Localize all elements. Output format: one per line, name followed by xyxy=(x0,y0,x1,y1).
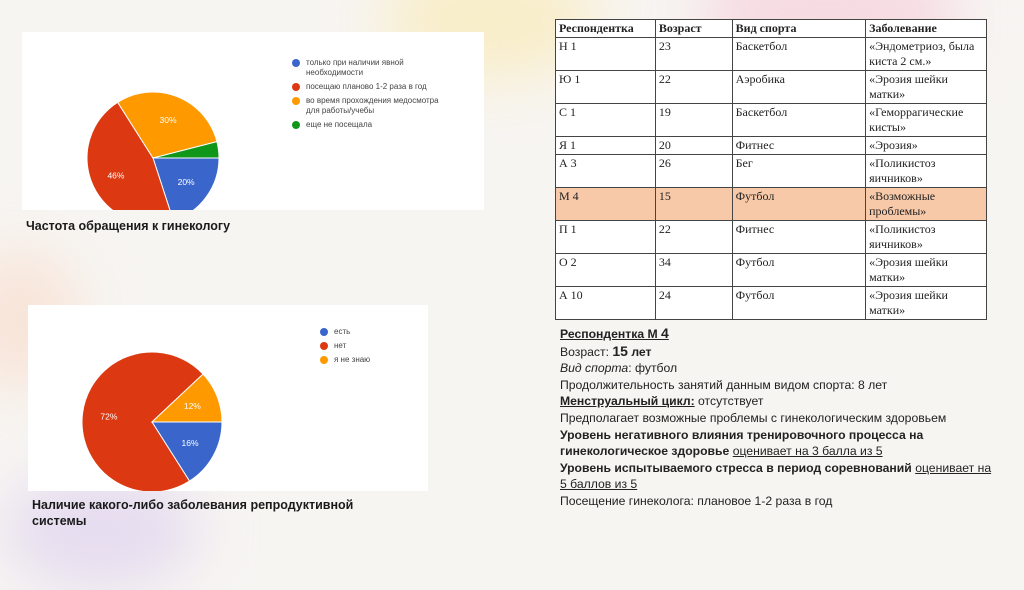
sport-value: : футбол xyxy=(628,361,678,376)
details-stress xyxy=(560,460,1000,493)
legend-item xyxy=(320,355,420,365)
legend-label: я не знаю xyxy=(334,355,371,364)
table-row xyxy=(556,254,987,287)
pie-slice-label: 46% xyxy=(107,170,125,181)
table-cell: 22 xyxy=(655,71,732,104)
table-cell: Н 1 xyxy=(556,38,656,71)
details-title xyxy=(560,325,1000,343)
pie-slice-label: 16% xyxy=(181,437,199,448)
impact-label: Уровень негативного влияния тренировочного процесса на гинекологическое здоровье xyxy=(560,427,924,459)
column-header-age: Возраст xyxy=(655,20,732,38)
details-visit: Посещение гинеколога: плановое 1-2 раза в год xyxy=(560,493,833,508)
legend-label: еще не посещала xyxy=(306,120,373,129)
table-cell: 34 xyxy=(655,254,732,287)
table-cell: Баскетбол xyxy=(732,38,865,71)
pie-slice-label: 30% xyxy=(159,114,177,125)
table-cell: 23 xyxy=(655,38,732,71)
legend-label: только при наличии явной необходимости xyxy=(306,58,404,77)
table-cell: 19 xyxy=(655,104,732,137)
table-cell: Бег xyxy=(732,155,865,188)
table-cell: Футбол xyxy=(732,287,865,320)
table-cell: «Эрозия шейки матки» xyxy=(866,287,987,320)
table-cell: 20 xyxy=(655,137,732,155)
age-label: Возраст: xyxy=(560,344,613,359)
legend-item xyxy=(320,341,420,351)
chart-visit-frequency-panel xyxy=(22,32,484,210)
sport-label: Вид спорта xyxy=(560,361,629,376)
cycle-value: отсутствует xyxy=(694,394,764,409)
table-cell: Фитнес xyxy=(732,221,865,254)
caption-visit-frequency: Частота обращения к гинекологу xyxy=(26,219,231,233)
legend-item xyxy=(292,120,472,130)
legend-item xyxy=(292,96,472,116)
column-header-respondent: Респондентка xyxy=(556,20,656,38)
table-row xyxy=(556,137,987,155)
table-cell: Я 1 xyxy=(556,137,656,155)
table-header-row xyxy=(556,20,987,38)
column-header-sport: Вид спорта xyxy=(732,20,865,38)
pie-slice-label: 72% xyxy=(100,411,118,422)
legend-item xyxy=(320,327,420,337)
table-row xyxy=(556,287,987,320)
table-cell: М 4 xyxy=(556,188,656,221)
table-cell: П 1 xyxy=(556,221,656,254)
legend-label: посещаю планово 1-2 раза в год xyxy=(306,82,427,91)
legend-swatch xyxy=(292,97,300,105)
table-cell: О 2 xyxy=(556,254,656,287)
table-cell: А 10 xyxy=(556,287,656,320)
table-cell: «Эндометриоз, была киста 2 см.» xyxy=(866,38,987,71)
column-header-disease: Заболевание xyxy=(866,20,987,38)
table-cell: «Геморрагические кисты» xyxy=(866,104,987,137)
legend-label: нет xyxy=(334,341,347,350)
stress-value: оценивает на 5 баллов из 5 xyxy=(560,460,992,492)
legend-swatch xyxy=(292,83,300,91)
table-row xyxy=(556,155,987,188)
age-value: 15 xyxy=(612,342,628,359)
table-row xyxy=(556,38,987,71)
table-cell: «Поликистоз яичников» xyxy=(866,155,987,188)
details-title-number: 4 xyxy=(661,325,669,341)
details-sport xyxy=(560,360,1000,377)
legend-item xyxy=(292,58,472,78)
respondent-m4-details xyxy=(560,325,1000,510)
legend-swatch xyxy=(320,342,328,350)
legend-swatch xyxy=(292,59,300,67)
table-cell: «Эрозия» xyxy=(866,137,987,155)
table-cell: Футбол xyxy=(732,254,865,287)
table-row xyxy=(556,188,987,221)
table-row xyxy=(556,104,987,137)
table-cell: Баскетбол xyxy=(732,104,865,137)
legend-visit-frequency xyxy=(292,58,472,134)
legend-swatch xyxy=(292,121,300,129)
details-impact xyxy=(560,427,1000,460)
table-row xyxy=(556,221,987,254)
pie-slice-label: 12% xyxy=(183,401,201,412)
respondents-table xyxy=(555,19,987,320)
pie-slice-label: 20% xyxy=(177,177,195,188)
table-cell: Аэробика xyxy=(732,71,865,104)
cycle-label: Менструальный цикл: xyxy=(560,394,695,409)
table-cell: С 1 xyxy=(556,104,656,137)
table-cell: Ю 1 xyxy=(556,71,656,104)
table-cell: 15 xyxy=(655,188,732,221)
table-cell: «Эрозия шейки матки» xyxy=(866,254,987,287)
table-cell: 22 xyxy=(655,221,732,254)
table-cell: «Возможные проблемы» xyxy=(866,188,987,221)
table-cell: 26 xyxy=(655,155,732,188)
details-title-text: Респондентка М xyxy=(560,327,662,341)
age-unit: лет xyxy=(627,344,652,359)
table-row xyxy=(556,71,987,104)
details-cycle xyxy=(560,393,1000,410)
legend-label: есть xyxy=(334,327,351,336)
caption-reproductive-disease: Наличие какого-либо заболевания репродуктивной системы xyxy=(32,498,354,528)
details-problems: Предполагает возможные проблемы с гинекологическим здоровьем xyxy=(560,410,947,425)
legend-swatch xyxy=(320,328,328,336)
table-cell: А 3 xyxy=(556,155,656,188)
table-cell: «Эрозия шейки матки» xyxy=(866,71,987,104)
details-duration: Продолжительность занятий данным видом спорта: 8 лет xyxy=(560,377,888,392)
chart-reproductive-disease-panel xyxy=(28,305,428,491)
details-age xyxy=(560,343,1000,361)
legend-reproductive-disease xyxy=(320,327,420,369)
table-cell: Фитнес xyxy=(732,137,865,155)
stress-label: Уровень испытываемого стресса в период соревнований xyxy=(560,460,912,475)
impact-value: оценивает на 3 балла из 5 xyxy=(732,444,883,459)
table-cell: 24 xyxy=(655,287,732,320)
table-cell: Футбол xyxy=(732,188,865,221)
legend-swatch xyxy=(320,356,328,364)
legend-label: во время прохождения медосмотра для работы/учебы xyxy=(306,96,439,115)
table-cell: «Поликистоз яичников» xyxy=(866,221,987,254)
legend-item xyxy=(292,82,472,92)
